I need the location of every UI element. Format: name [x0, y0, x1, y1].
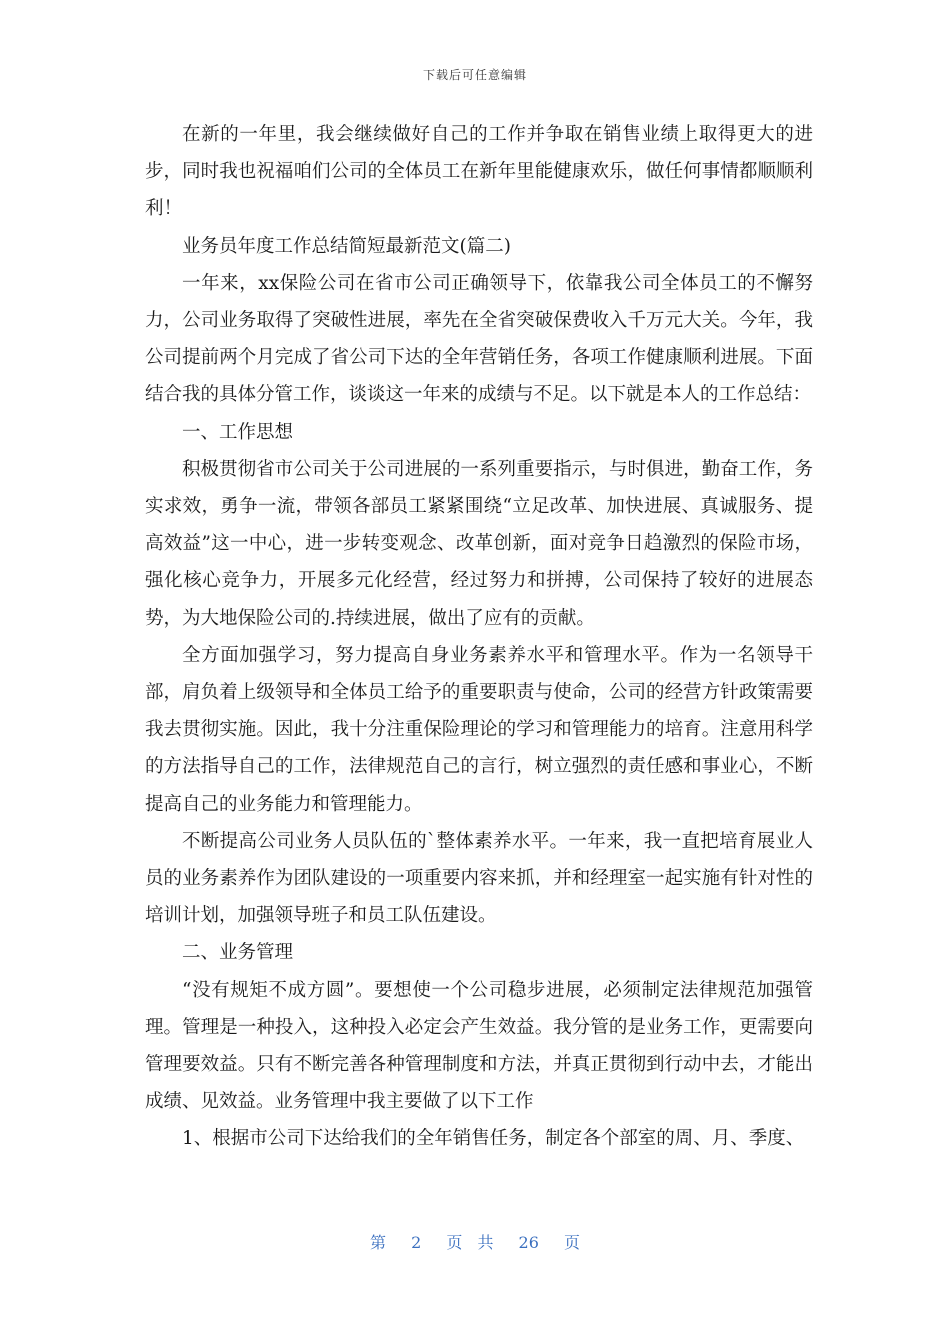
section-title: 业务员年度工作总结简短最新范文(篇二)	[182, 235, 511, 257]
footer-page-total: 26	[518, 1233, 539, 1252]
paragraph-intro: 一年来，xx保险公司在省市公司正确领导下，依靠我公司全体员工的不懈努力，公司业务取得了突破性进展，率先在全省突破保费收入千万元大关。今年，我公司提前两个月完成了省公司下达的全年营销任务，各项工作健康顺利进展。下面结合我的具体分管工作，谈谈这一年来的成绩与不足。以下就是本人的工作总结：	[145, 272, 813, 406]
paragraph-management-2: 1、根据市公司下达给我们的全年销售任务，制定各个部室的周、月、季度、	[182, 1128, 805, 1150]
paragraph-thinking-1: 积极贯彻省市公司关于公司进展的一系列重要指示，与时俱进，勤奋工作，务实求效，勇争一流，带领各部员工紧紧围绕“立足改革、加快进展、真诚服务、提高效益”这一中心，进一步转变观念、改革创新，面对竞争日趋激烈的保险市场，强化核心竞争力，开展多元化经营，经过努力和拼搏，公司保持了较好的进展态势，为大地保险公司的.持续进展，做出了应有的贡献。	[145, 458, 813, 629]
document-body	[145, 116, 813, 1158]
footer-page-current: 2	[411, 1233, 422, 1252]
heading-business-management: 二、业务管理	[182, 942, 294, 964]
footer-label-di: 第	[369, 1233, 386, 1252]
paragraph-thinking-2: 全方面加强学习，努力提高自身业务素养水平和管理水平。作为一名领导干部，肩负着上级领导和全体员工给予的重要职责与使命，公司的经营方针政策需要我去贯彻实施。因此，我十分注重保险理论的学习和管理能力的培育。注意用科学的方法指导自己的工作，法律规范自己的言行，树立强烈的责任感和事业心，不断提高自己的业务能力和管理能力。	[145, 644, 813, 815]
paragraph-thinking-3: 不断提高公司业务人员队伍的`整体素养水平。一年来，我一直把培育展业人员的业务素养作为团队建设的一项重要内容来抓，并和经理室一起实施有针对性的培训计划，加强领导班子和员工队伍建设。	[145, 830, 813, 927]
page-footer	[0, 1230, 950, 1253]
heading-work-thinking: 一、工作思想	[182, 421, 294, 443]
footer-label-ye: 页	[564, 1233, 581, 1252]
page-header: 下载后可任意编辑	[422, 68, 527, 82]
paragraph-management-1: “没有规矩不成方圆”。要想使一个公司稳步进展，必须制定法律规范加强管理。管理是一种投入，这种投入必定会产生效益。我分管的是业务工作，更需要向管理要效益。只有不断完善各种管理制度和方法，并真正贯彻到行动中去，才能出成绩、见效益。业务管理中我主要做了以下工作	[145, 979, 813, 1113]
paragraph-closing-wishes: 在新的一年里，我会继续做好自己的工作并争取在销售业绩上取得更大的进步，同时我也祝福咱们公司的全体员工在新年里能健康欢乐，做任何事情都顺顺利利！	[145, 124, 813, 220]
footer-label-ye-gong: 页 共	[446, 1233, 494, 1252]
